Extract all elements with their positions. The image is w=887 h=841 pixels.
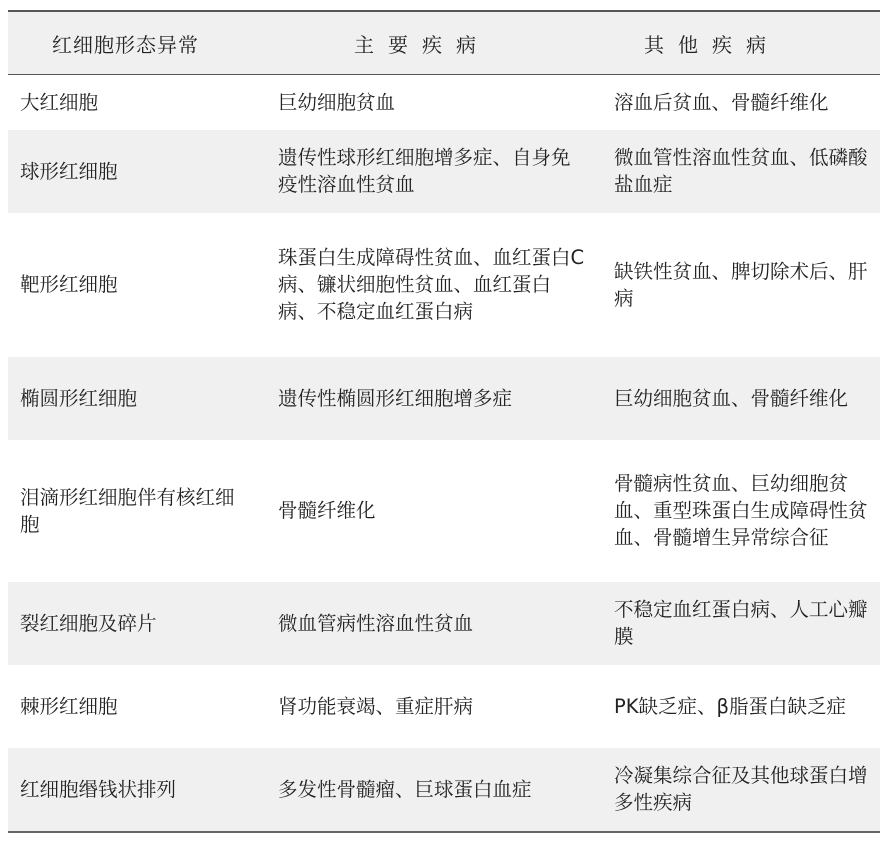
cell-morphology: 椭圆形红细胞 [20, 386, 138, 410]
cell-other-disease: 冷凝集综合征及其他球蛋白增多性疾病 [614, 764, 868, 814]
header-other-diseases: 其他疾病 [644, 32, 780, 57]
cell-morphology: 棘形红细胞 [20, 694, 118, 718]
table-row [8, 748, 880, 832]
table-row [8, 665, 880, 748]
cell-main-disease: 骨髓纤维化 [278, 499, 376, 522]
cell-morphology: 泪滴形红细胞伴有核红细胞 [20, 485, 235, 536]
cell-morphology: 裂红细胞及碎片 [20, 611, 157, 635]
cell-other-disease: 巨幼细胞贫血、骨髓纤维化 [614, 386, 849, 410]
cell-other-disease: 溶血后贫血、骨髓纤维化 [614, 90, 829, 114]
table-row [8, 130, 880, 213]
table-row [8, 213, 880, 357]
header-rbc-morphology: 红细胞形态异常 [52, 32, 199, 57]
disease-table-container [8, 10, 880, 833]
cell-main-disease: 微血管病性溶血性贫血 [278, 611, 474, 635]
rbc-morphology-table [8, 10, 880, 833]
header-main-diseases: 主要疾病 [354, 32, 490, 57]
cell-other-disease: 缺铁性贫血、脾切除术后、肝病 [614, 259, 868, 310]
cell-other-disease: 微血管性溶血性贫血、低磷酸盐血症 [614, 146, 868, 196]
cell-main-disease: 肾功能衰竭、重症肝病 [278, 694, 474, 718]
table-row [8, 357, 880, 440]
table-row [8, 582, 880, 665]
cell-main-disease: 珠蛋白生成障碍性贫血、血红蛋白C病、镰状细胞性贫血、血红蛋白病、不稳定血红蛋白病 [278, 246, 585, 323]
cell-morphology: 靶形红细胞 [20, 273, 118, 296]
cell-main-disease: 遗传性球形红细胞增多症、自身免疫性溶血性贫血 [278, 146, 571, 196]
cell-other-disease: 不稳定血红蛋白病、人工心瓣膜 [614, 598, 868, 648]
cell-morphology: 球形红细胞 [20, 159, 118, 183]
cell-main-disease: 巨幼细胞贫血 [278, 90, 396, 114]
cell-other-disease: 骨髓病性贫血、巨幼细胞贫血、重型珠蛋白生成障碍性贫血、骨髓增生异常综合征 [614, 472, 868, 549]
cell-main-disease: 多发性骨髓瘤、巨球蛋白血症 [278, 777, 532, 801]
cell-morphology: 大红细胞 [20, 90, 99, 114]
cell-main-disease: 遗传性椭圆形红细胞增多症 [278, 386, 513, 410]
table-row [8, 75, 880, 130]
table-row [8, 440, 880, 582]
table-header-row [8, 11, 880, 75]
cell-other-disease: PK缺乏症、β脂蛋白缺乏症 [614, 694, 846, 718]
cell-morphology: 红细胞缗钱状排列 [20, 777, 177, 801]
